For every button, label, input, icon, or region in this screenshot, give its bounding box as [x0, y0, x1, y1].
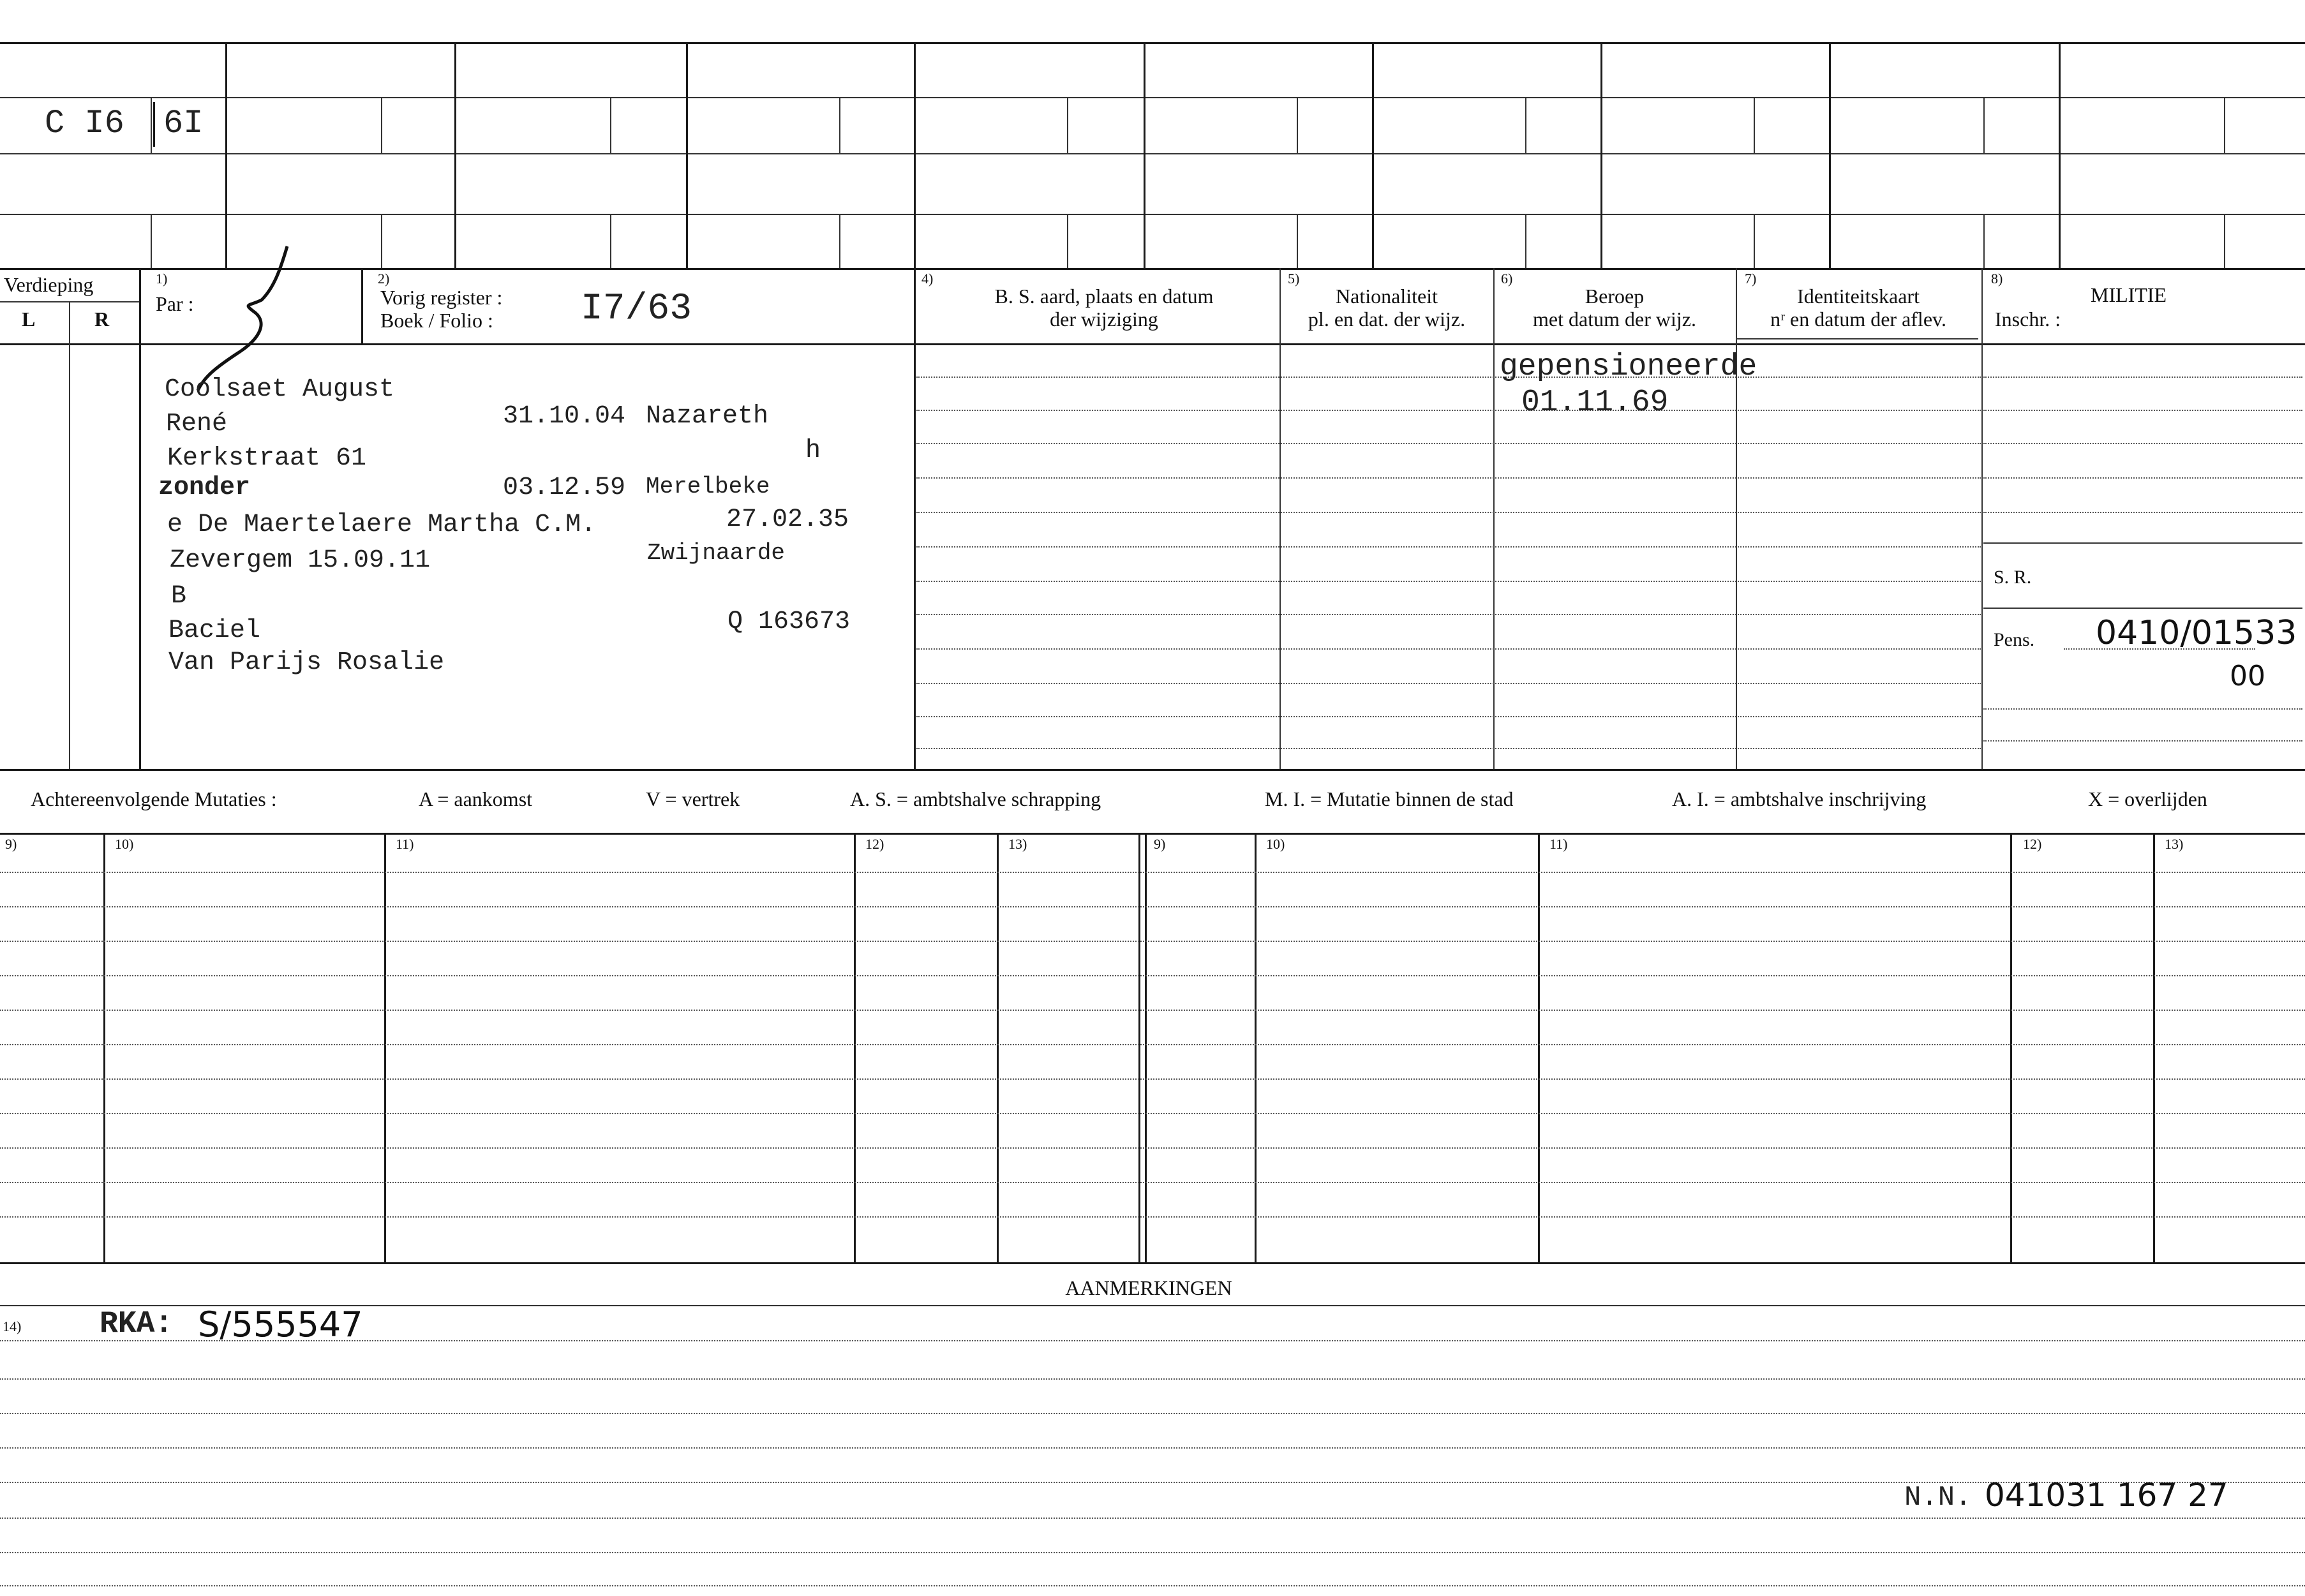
- id-heading-line2: nʳ en datum der aflev.: [1770, 308, 1946, 331]
- mutaties-center-divider: [1138, 833, 1140, 1262]
- militie-sr-line: [1983, 542, 2302, 544]
- row-dotted: [916, 648, 1981, 650]
- top-grid-subdivider: [1525, 214, 1526, 268]
- bs-heading-line1: B. S. aard, plaats en datum: [994, 285, 1214, 308]
- header-divider: [69, 301, 70, 769]
- vorig-register-label: Vorig register :: [380, 286, 503, 309]
- mutaties-col-divider: [854, 833, 856, 1262]
- field-number-4: 4): [921, 271, 934, 287]
- mutaties-row-dotted: [0, 941, 2305, 942]
- top-grid-subdivider: [151, 97, 152, 153]
- top-grid-line: [0, 214, 2305, 215]
- verdieping-col-r: R: [94, 308, 110, 331]
- aanmerkingen-row-dotted: [0, 1552, 2305, 1553]
- row-dotted: [916, 716, 1981, 717]
- top-grid-subdivider: [1067, 214, 1068, 268]
- mutaties-row-dotted: [0, 1078, 2305, 1080]
- top-grid-subdivider: [1754, 214, 1755, 268]
- mutaties-col-number: 10): [1266, 836, 1285, 852]
- aanmerkingen-row-dotted: [0, 1340, 2305, 1341]
- person-arrival-place: Merelbeke: [646, 474, 770, 500]
- row-dotted: [916, 546, 1981, 548]
- person-arrival-date: 03.12.59: [503, 474, 626, 502]
- mutaties-col-divider: [103, 833, 105, 1262]
- id-heading-line1: Identiteitskaart: [1797, 285, 1920, 308]
- top-grid-subdivider: [151, 214, 152, 268]
- person-number: Q 163673: [727, 608, 851, 636]
- row-dotted: [916, 614, 1981, 615]
- top-grid-subdivider: [839, 97, 840, 153]
- beroep-heading-line1: Beroep: [1585, 285, 1645, 308]
- person-h-mark: h: [805, 436, 821, 465]
- inschr-label: Inschr. :: [1995, 308, 2061, 331]
- mutaties-col-number: 12): [865, 836, 884, 852]
- top-grid-line: [0, 153, 2305, 154]
- person-birth-place: Nazareth: [646, 402, 769, 431]
- person-spouse: e De Maertelaere Martha C.M.: [167, 511, 597, 539]
- top-grid-divider: [2059, 42, 2061, 268]
- header-divider: [1981, 268, 1983, 769]
- mutaties-col-divider: [1255, 833, 1257, 1262]
- militie-row-dotted: [1983, 410, 2302, 411]
- body-bottom-line: [0, 769, 2305, 771]
- top-grid-subdivider: [1297, 97, 1298, 153]
- militie-heading: MILITIE: [2091, 283, 2167, 306]
- mutaties-col-number: 9): [1154, 836, 1166, 852]
- row-dotted: [916, 581, 1981, 582]
- person-street: Kerkstraat 61: [167, 444, 367, 473]
- top-grid-subdivider: [2224, 214, 2225, 268]
- top-grid-subdivider: [1067, 97, 1068, 153]
- row-dotted: [916, 410, 1981, 411]
- mutaties-row-dotted: [0, 1147, 2305, 1149]
- mutaties-col-divider: [2153, 833, 2155, 1262]
- field-number-8: 8): [1991, 271, 2003, 287]
- ident-top-line: [1736, 338, 1978, 339]
- verdieping-col-l: L: [22, 308, 36, 331]
- mutaties-col-number: 9): [5, 836, 17, 852]
- top-grid-subdivider: [1754, 97, 1755, 153]
- pens-value: 0410/01533: [2096, 614, 2297, 652]
- top-grid-line: [0, 268, 2305, 270]
- militie-row-dotted: [1983, 708, 2302, 710]
- person-code-b: B: [171, 582, 187, 611]
- top-grid-divider: [1829, 42, 1831, 268]
- nn-label: N.N.: [1904, 1482, 1972, 1514]
- mutaties-bottom-line: [0, 1262, 2305, 1264]
- militie-row-dotted: [1983, 443, 2302, 444]
- nat-heading-line1: Nationaliteit: [1336, 285, 1438, 308]
- top-grid-subdivider: [839, 214, 840, 268]
- nn-value: 041031 167 27: [1985, 1477, 2228, 1514]
- mutaties-title: Achtereenvolgende Mutaties :: [31, 787, 277, 810]
- aanmerkingen-row-dotted: [0, 1518, 2305, 1519]
- mutatie-a: A = aankomst: [419, 787, 533, 810]
- row-dotted: [916, 683, 1981, 684]
- top-grid-subdivider: [381, 97, 382, 153]
- top-grid-line: [0, 97, 2305, 98]
- top-grid-subdivider: [1525, 97, 1526, 153]
- pens-label: Pens.: [1994, 629, 2035, 650]
- mutaties-row-dotted: [0, 975, 2305, 976]
- person-occupation: zonder: [158, 474, 251, 502]
- mutaties-top-line: [0, 833, 2305, 835]
- top-grid-divider: [914, 42, 916, 268]
- top-grid-line: [0, 42, 2305, 44]
- top-grid-subdivider: [610, 97, 611, 153]
- grid-code-divider: [153, 102, 155, 147]
- mutaties-col-number: 10): [115, 836, 134, 852]
- person-spouse-birth: Zevergem 15.09.11: [170, 546, 431, 575]
- grid-code-right: 6I: [163, 105, 204, 142]
- top-grid-divider: [686, 42, 688, 268]
- top-grid-divider: [1600, 42, 1602, 268]
- mutaties-row-dotted: [0, 906, 2305, 907]
- mutatie-as: A. S. = ambtshalve schrapping: [850, 787, 1101, 810]
- grid-code-left: C I6: [45, 105, 124, 142]
- header-divider: [1279, 268, 1281, 769]
- militie-row-dotted: [1983, 477, 2302, 479]
- mutaties-col-number: 11): [1549, 836, 1568, 852]
- field-number-7: 7): [1745, 271, 1757, 287]
- mutatie-x: X = overlijden: [2088, 787, 2207, 810]
- handwritten-mark-icon: [191, 242, 306, 396]
- mutaties-col-number: 12): [2023, 836, 2042, 852]
- top-grid-divider: [225, 42, 227, 268]
- row-dotted: [916, 377, 1981, 378]
- militie-row-dotted: [1983, 377, 2302, 378]
- mutaties-row-dotted: [0, 1113, 2305, 1114]
- field-number-2: 2): [378, 271, 390, 287]
- mutatie-mi: M. I. = Mutatie binnen de stad: [1265, 787, 1514, 810]
- top-grid-subdivider: [1297, 214, 1298, 268]
- top-grid-subdivider: [1983, 97, 1985, 153]
- field-number-5: 5): [1288, 271, 1300, 287]
- beroep-heading-line2: met datum der wijz.: [1533, 308, 1696, 331]
- header-divider: [139, 268, 141, 769]
- bs-heading-line2: der wijziging: [1050, 308, 1158, 331]
- aanmerkingen-title: AANMERKINGEN: [1065, 1276, 1232, 1299]
- mutaties-col-number: 11): [396, 836, 414, 852]
- pens-suffix: 00: [2230, 660, 2265, 692]
- top-grid-subdivider: [2224, 97, 2225, 153]
- mutaties-col-number: 13): [2165, 836, 2184, 852]
- header-divider: [1736, 268, 1737, 769]
- row-dotted: [916, 477, 1981, 479]
- mutaties-col-divider: [997, 833, 999, 1262]
- aanmerkingen-row-dotted: [0, 1413, 2305, 1414]
- beroep-entry-line2: 01.11.69: [1521, 385, 1669, 420]
- mutaties-center-divider: [1145, 833, 1147, 1262]
- header-divider: [914, 268, 916, 769]
- person-name-2: Baciel: [168, 616, 261, 645]
- par-label: Par :: [156, 292, 194, 315]
- militie-row-dotted: [1983, 512, 2302, 513]
- row-dotted: [916, 748, 1981, 749]
- person-name-3: Van Parijs Rosalie: [168, 648, 445, 677]
- mutaties-col-divider: [1538, 833, 1540, 1262]
- mutatie-v: V = vertrek: [646, 787, 740, 810]
- person-spouse-date: 27.02.35: [726, 505, 849, 534]
- mutaties-row-dotted: [0, 1010, 2305, 1011]
- mutaties-row-dotted: [0, 872, 2305, 873]
- field-number-14: 14): [3, 1318, 22, 1334]
- mutaties-row-dotted: [0, 1044, 2305, 1045]
- header-divider: [1493, 268, 1495, 769]
- aanmerkingen-row-dotted: [0, 1378, 2305, 1380]
- row-dotted: [916, 443, 1981, 444]
- rka-label: RKA:: [100, 1307, 174, 1341]
- beroep-entry-line1: gepensioneerde: [1500, 350, 1757, 384]
- field-number-1: 1): [156, 271, 168, 287]
- mutaties-col-number: 13): [1008, 836, 1027, 852]
- mutaties-row-dotted: [0, 1182, 2305, 1183]
- field-number-6: 6): [1501, 271, 1513, 287]
- aanmerkingen-row-dotted: [0, 1447, 2305, 1449]
- register-value: I7/63: [581, 288, 692, 330]
- sr-label: S. R.: [1994, 567, 2032, 588]
- mutatie-ai: A. I. = ambtshalve inschrijving: [1672, 787, 1927, 810]
- person-spouse-place: Zwijnaarde: [647, 540, 786, 566]
- top-grid-divider: [1144, 42, 1145, 268]
- row-dotted: [916, 512, 1981, 513]
- militie-pens-line: [1983, 608, 2302, 609]
- top-grid-subdivider: [381, 214, 382, 268]
- top-grid-divider: [1372, 42, 1374, 268]
- top-grid-subdivider: [1983, 214, 1985, 268]
- mutaties-row-dotted: [0, 1216, 2305, 1218]
- aanmerkingen-row-dotted: [0, 1585, 2305, 1586]
- nat-heading-line2: pl. en dat. der wijz.: [1308, 308, 1466, 331]
- header-divider: [361, 268, 363, 343]
- person-birth-date: 31.10.04: [503, 402, 626, 431]
- mutaties-col-divider: [384, 833, 386, 1262]
- rka-value: S/555547: [198, 1304, 363, 1345]
- top-grid-subdivider: [610, 214, 611, 268]
- mutaties-col-divider: [2010, 833, 2012, 1262]
- top-grid-divider: [454, 42, 456, 268]
- militie-row-dotted: [1983, 740, 2302, 742]
- verdieping-label: Verdieping: [4, 273, 94, 296]
- header-bottom-line: [0, 343, 2305, 345]
- person-name: Coolsaet August: [165, 375, 395, 404]
- person-first-names: René: [166, 410, 228, 438]
- boek-folio-label: Boek / Folio :: [380, 309, 493, 332]
